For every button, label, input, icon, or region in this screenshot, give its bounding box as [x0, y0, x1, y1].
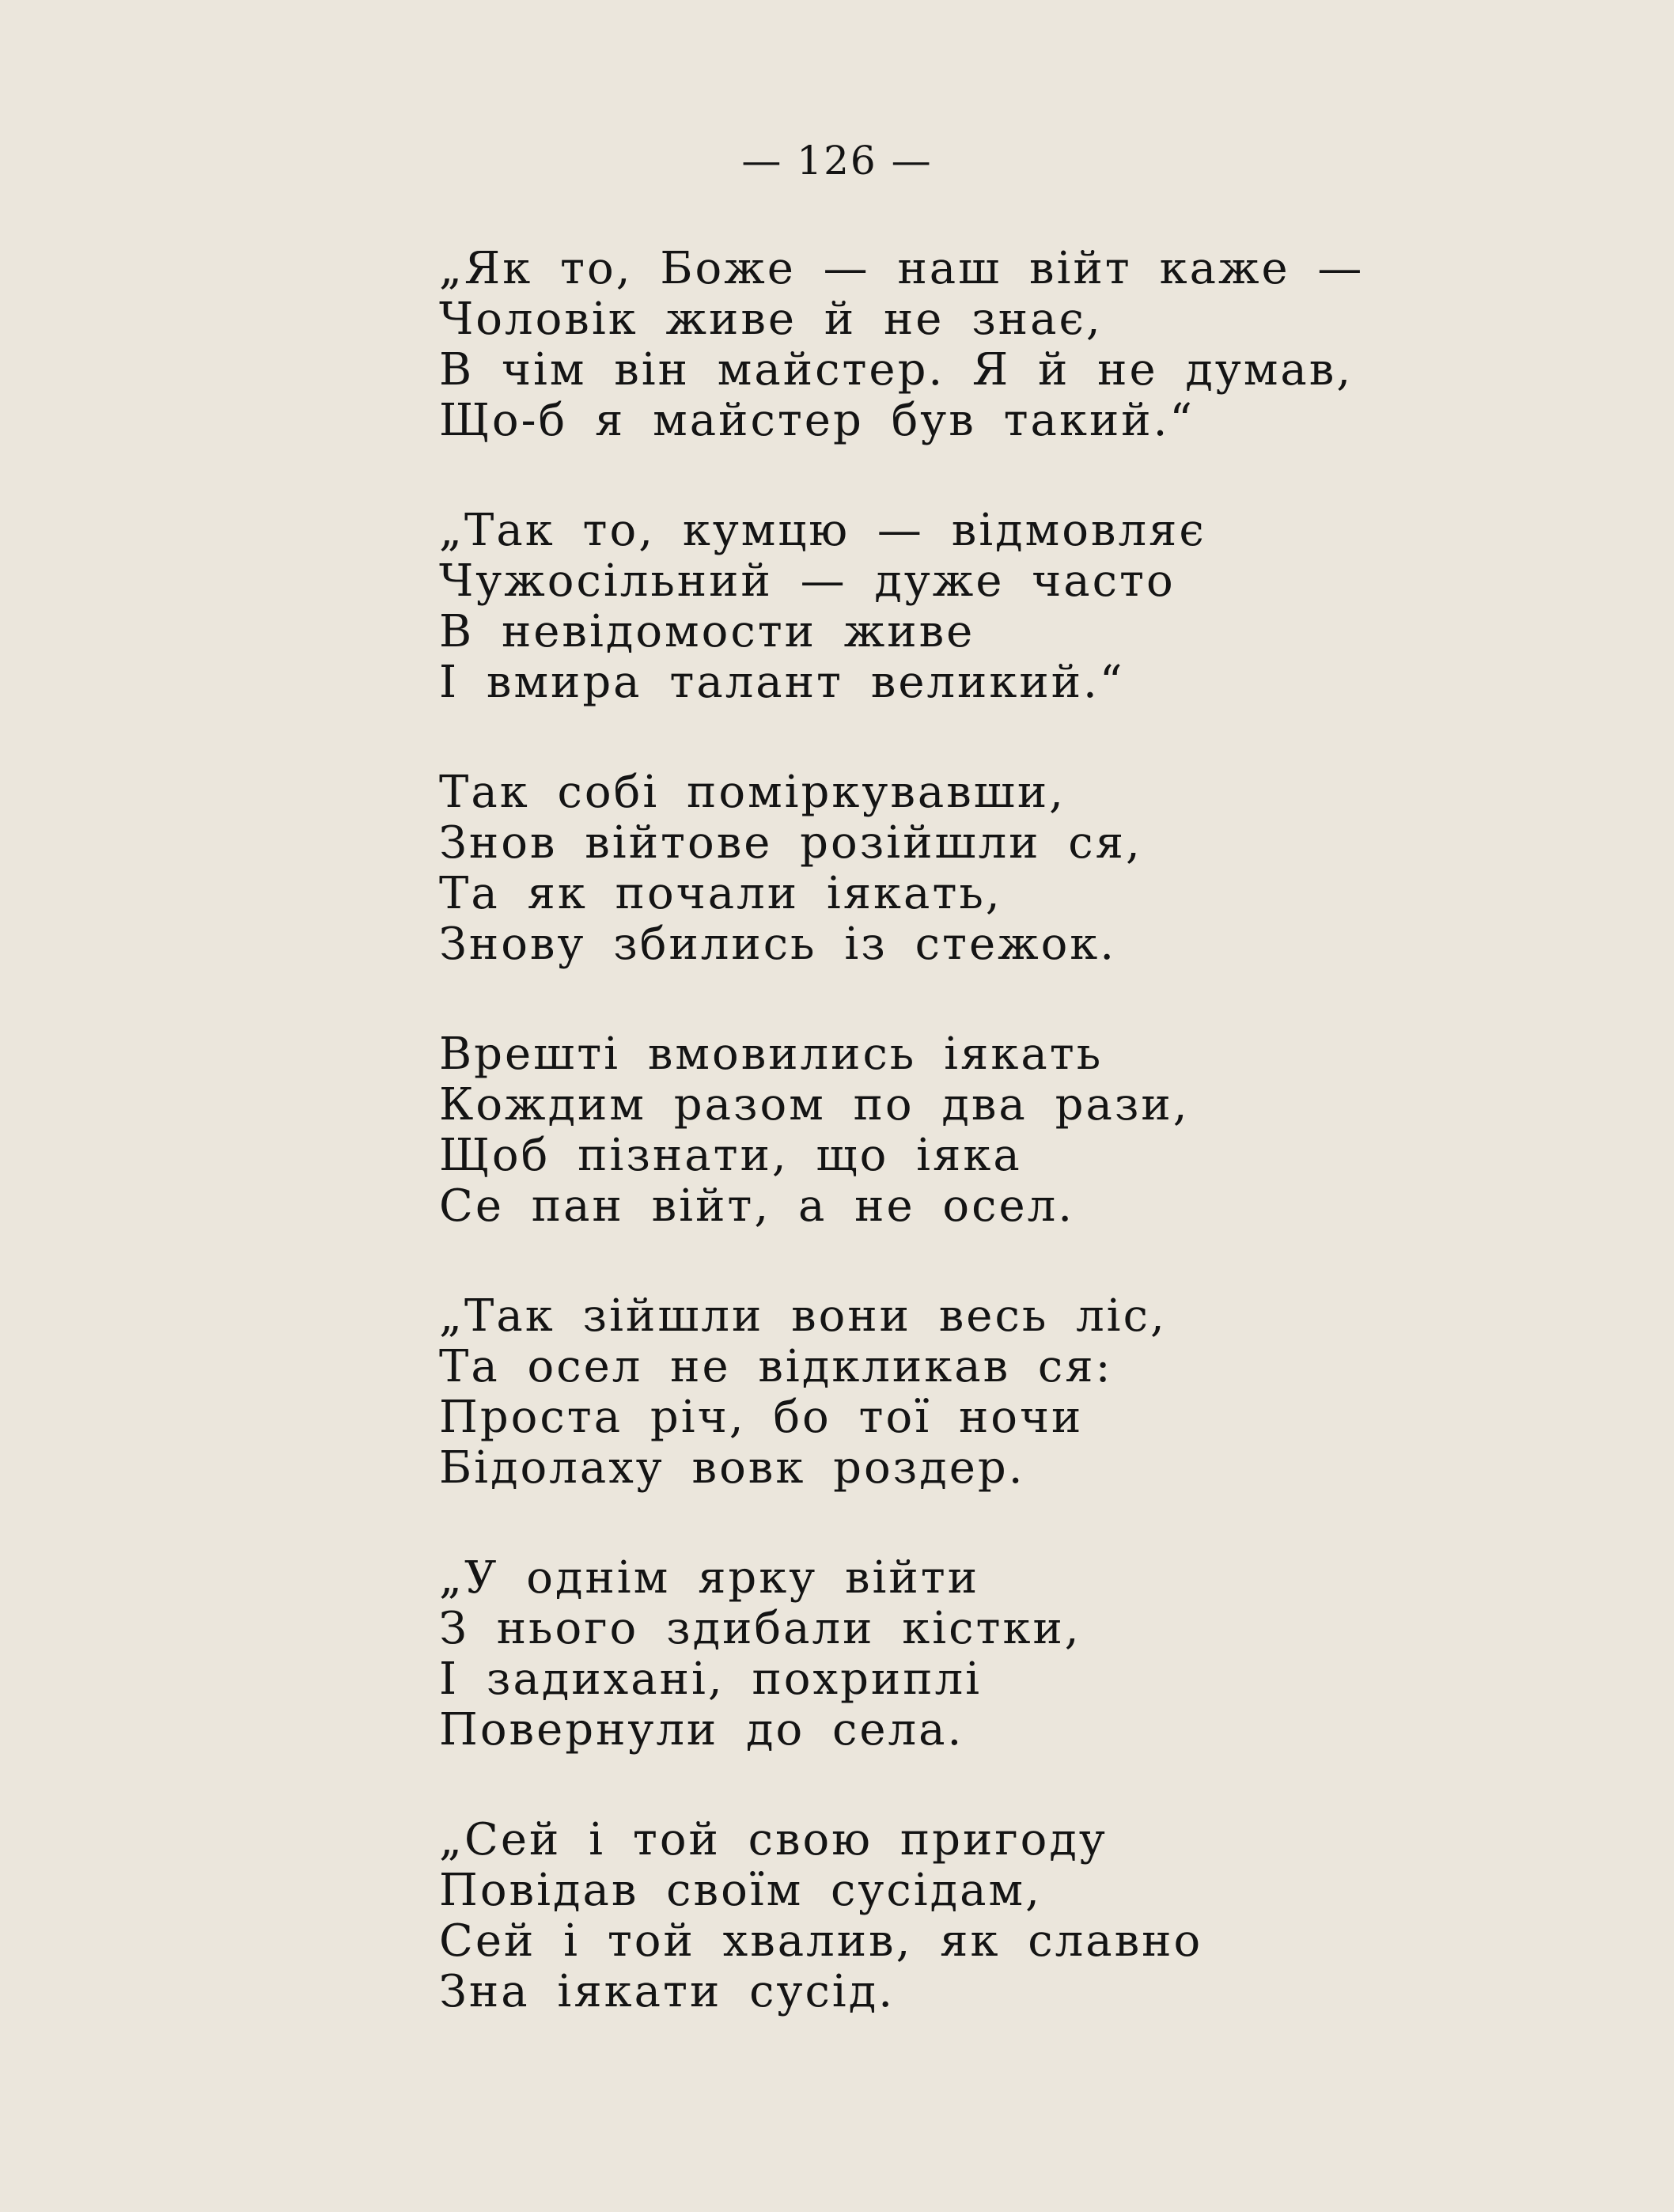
poem-line: Врешті вмовились іякать [439, 1028, 1104, 1080]
poem-line: Проста річ, бо тої ночи [439, 1392, 1084, 1443]
stanza-5 [439, 1291, 1388, 1494]
poem-line: Повернули до села. [439, 1704, 964, 1756]
poem-line: Зна іякати сусід. [439, 1966, 895, 2017]
poem-line: „Як то, Боже — наш війт каже — [439, 243, 1365, 294]
poem-line: Чоловік живе й не знає, [439, 294, 1103, 345]
poem-line: Щоб пізнати, що іяка [439, 1130, 1022, 1181]
poem-line: „Сей і той свою пригоду [439, 1814, 1108, 1865]
stanza-6 [439, 1553, 1388, 1756]
stanza-2 [439, 506, 1388, 708]
poem-line: І задихані, похриплі [439, 1653, 983, 1705]
poem-line: Се пан війт, а не осел. [439, 1180, 1075, 1232]
page-number: — 126 — [741, 138, 933, 184]
poem-line: Чужосільний — дуже часто [439, 555, 1176, 607]
poem-line: В невідомости живе [439, 606, 975, 657]
poem-line: В чім він майстер. Я й не думав, [439, 344, 1354, 396]
poem-line: Що-б я майстер був такий.“ [439, 395, 1195, 446]
poem-line: Кождим разом по два рази, [439, 1079, 1190, 1131]
stanza-4 [439, 1029, 1388, 1232]
poem-line: Повідав своїм сусідам, [439, 1865, 1042, 1916]
poem-line: Та як почали іякать, [439, 868, 1002, 919]
stanza-3 [439, 767, 1388, 970]
poem-line: І вмира талант великий.“ [439, 657, 1125, 708]
poem-line: „Так то, кумцю — відмовляє [439, 505, 1206, 556]
poem-line: Сей і той хвалив, як славно [439, 1915, 1203, 1967]
stanza-7 [439, 1815, 1388, 2017]
poem-line: Бідолаху вовк роздер. [439, 1442, 1025, 1494]
poem [439, 244, 1388, 2077]
poem-line: Та осел не відкликав ся: [439, 1341, 1113, 1392]
poem-line: З нього здибали кістки, [439, 1603, 1081, 1654]
poem-line: „Так зійшли вони весь ліс, [439, 1290, 1167, 1342]
poem-line: Знову збились із стежок. [439, 919, 1117, 970]
poem-line: Так собі поміркувавши, [439, 767, 1066, 818]
stanza-1 [439, 244, 1388, 446]
poem-line: Знов війтове розійшли ся, [439, 817, 1142, 869]
poem-line: „У однім ярку війти [439, 1552, 980, 1604]
